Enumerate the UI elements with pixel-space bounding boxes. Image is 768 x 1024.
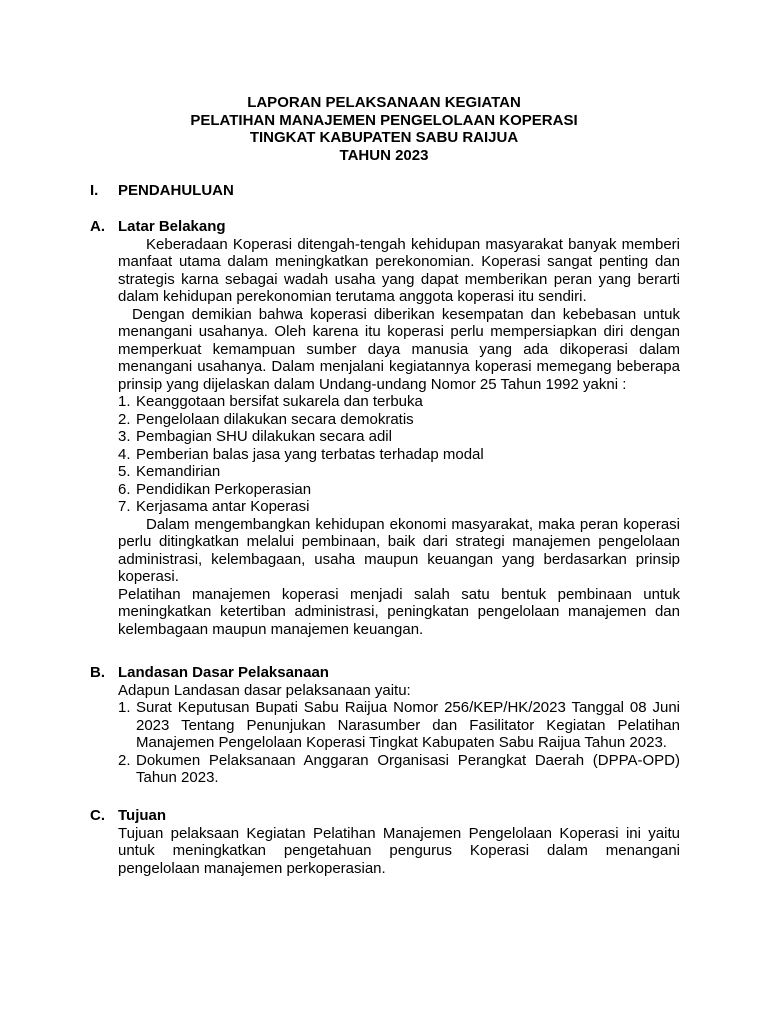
subsection-letter: A. [90, 218, 105, 235]
paragraph: Pelatihan manajemen koperasi menjadi salah satu bentuk pembinaan untuk meningkatkan ketertiban administrasi, peningkatan pengelolaan manajemen dan kelembagaan maupun manajemen keuangan. [118, 585, 680, 638]
subsection-title: Landasan Dasar Pelaksanaan [118, 664, 329, 681]
title-line-3: TINGKAT KABUPATEN SABU RAIJUA [249, 129, 519, 146]
section-number: I. [90, 182, 99, 199]
list-number: 3. [118, 428, 131, 445]
list-item [118, 699, 680, 752]
subsection-landasan [90, 664, 680, 787]
subsection-body [118, 825, 680, 878]
subsection-heading [90, 664, 680, 682]
subsection-body [118, 236, 680, 639]
paragraph: Adapun Landasan dasar pelaksanaan yaitu: [118, 681, 411, 699]
list-item [118, 393, 680, 411]
subsection-title: Tujuan [118, 807, 167, 824]
subsection-heading [90, 218, 680, 236]
list-item [118, 463, 680, 481]
list-number: 5. [118, 463, 131, 480]
legal-basis-list [118, 699, 680, 787]
list-text: Kemandirian [136, 463, 221, 480]
list-number: 6. [118, 480, 131, 498]
title-line-4: TAHUN 2023 [339, 146, 429, 164]
paragraph: Dengan demikian bahwa koperasi diberikan kesempatan dan kebebasan untuk menangani usahanya. Oleh karena itu koperasi perlu mempersiapkan diri dengan memperkuat kemampuan sumber daya manusia yang ada dikoperasi dalam menangani usahanya. Dalam menjalani kegiatannya koperasi memegang beberapa prinsip yang dijelaskan dalam Undang-undang Nomor 25 Tahun 1992 yakni : [118, 305, 680, 393]
paragraph: Dalam mengembangkan kehidupan ekonomi masyarakat, maka peran koperasi perlu ditingkatkan melalui pembinaan, baik dari strategi manajemen pengelolaan administrasi, kelembagaan, usaha maupun keuangan yang berdasarkan prinsip koperasi. [118, 515, 680, 585]
document-title [0, 94, 768, 164]
list-number: 7. [118, 498, 131, 515]
list-item [118, 498, 680, 516]
list-number: 4. [118, 445, 131, 463]
subsection-heading [90, 807, 680, 825]
list-item [118, 411, 680, 429]
paragraph: Tujuan pelaksaan Kegiatan Pelatihan Manajemen Pengelolaan Koperasi ini yaitu untuk meningkatkan pengetahuan pengurus Koperasi dalam menangani pengelolaan manajemen perkoperasian. [118, 824, 680, 877]
subsection-letter: B. [90, 664, 105, 681]
list-text: Keanggotaan bersifat sukarela dan terbuka [136, 393, 423, 410]
list-number: 1. [118, 393, 131, 410]
section-pendahuluan [90, 182, 680, 200]
list-text: Kerjasama antar Koperasi [136, 498, 310, 515]
list-text: Surat Keputusan Bupati Sabu Raijua Nomor 256/KEP/HK/2023 Tanggal 08 Juni 2023 Tentang Penunjukan Narasumber dan Fasilitator Kegiatan Pelatihan Manajemen Pengelolaan Koperasi Tingkat Kabupaten Sabu Raijua Tahun 2023. [136, 699, 680, 751]
title-line-2: PELATIHAN MANAJEMEN PENGELOLAAN KOPERASI [190, 111, 578, 129]
section-title: PENDAHULUAN [118, 182, 234, 199]
subsection-latar-belakang [90, 218, 680, 638]
subsection-title: Latar Belakang [118, 218, 226, 235]
list-text: Pendidikan Perkoperasian [136, 480, 312, 498]
list-number: 1. [118, 699, 131, 716]
principles-list [118, 393, 680, 516]
list-text: Dokumen Pelaksanaan Anggaran Organisasi Perangkat Daerah (DPPA-OPD) Tahun 2023. [136, 751, 680, 786]
list-text: Pemberian balas jasa yang terbatas terhadap modal [136, 445, 484, 463]
list-item [118, 481, 680, 499]
subsection-tujuan [90, 807, 680, 877]
list-number: 2. [118, 751, 131, 769]
subsection-letter: C. [90, 807, 105, 824]
section-heading [90, 182, 680, 200]
title-line-1: LAPORAN PELAKSANAAN KEGIATAN [247, 94, 521, 111]
list-item [118, 446, 680, 464]
subsection-body [118, 682, 680, 787]
paragraph: Keberadaan Koperasi ditengah-tengah kehidupan masyarakat banyak memberi manfaat utama dalam meningkatkan perekonomian. Koperasi sangat penting dan strategis karna sebagai wadah usaha yang dapat memberikan peran yang berarti dalam kehidupan perekonomian terutama anggota koperasi itu sendiri. [118, 235, 680, 305]
list-item [118, 752, 680, 787]
list-text: Pembagian SHU dilakukan secara adil [136, 428, 392, 445]
list-text: Pengelolaan dilakukan secara demokratis [136, 410, 414, 428]
list-item [118, 428, 680, 446]
list-number: 2. [118, 410, 131, 428]
